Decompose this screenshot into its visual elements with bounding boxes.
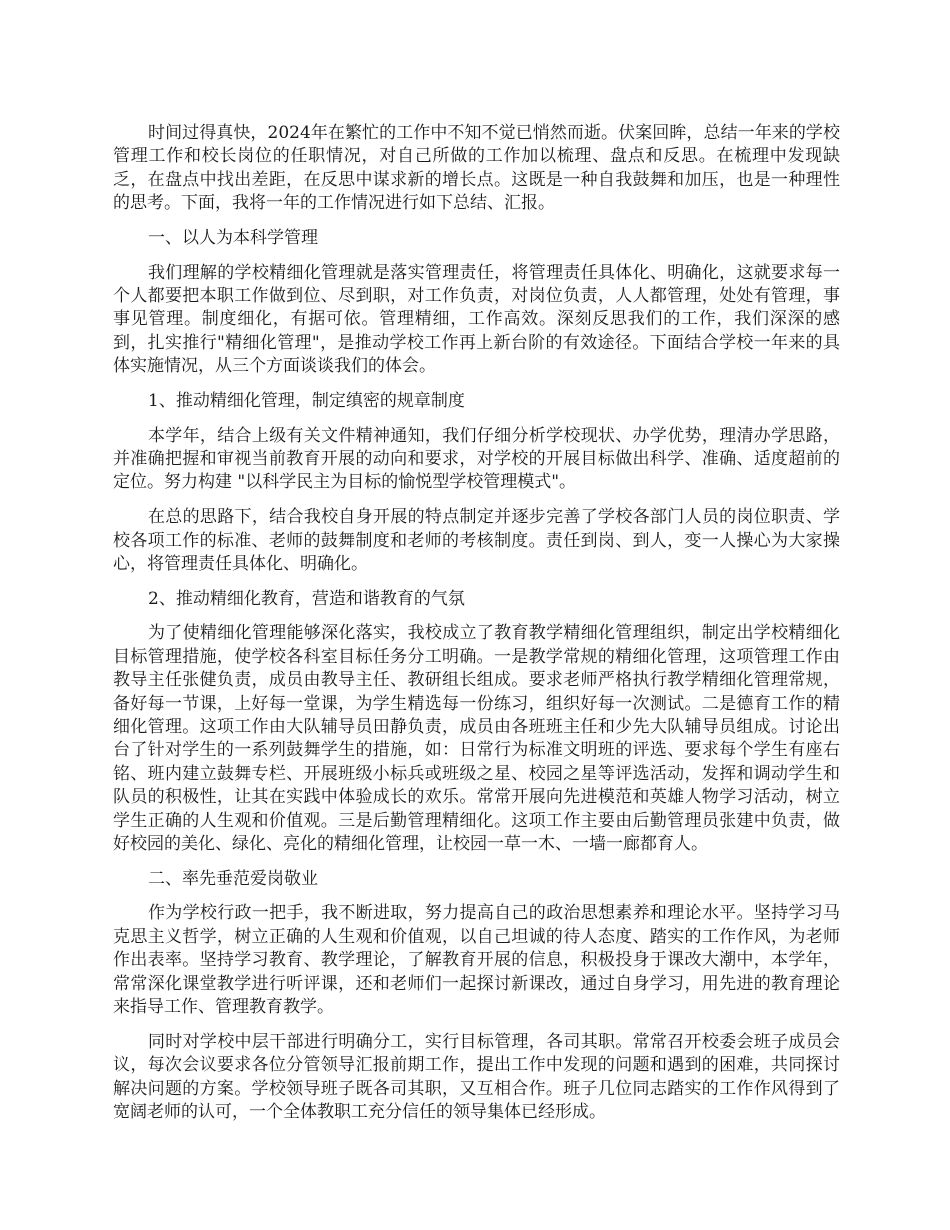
- paragraph-refined-management: 我们理解的学校精细化管理就是落实管理责任，将管理责任具体化、明确化，这就要求每一个人都要把本职工作做到位、尽到职，对工作负责，对岗位负责，人人都管理，处处有管理，事事见管理。制度细化，有据可依。管理精细，工作高效。深刻反思我们的工作，我们深深的感到，扎实推行"精细化管理"，是推动学校工作再上新台阶的有效途径。下面结合学校一年来的具体实施情况，从三个方面谈谈我们的体会。: [113, 262, 840, 377]
- intro-paragraph: 时间过得真快，2024年在繁忙的工作中不知不觉已悄然而逝。伏案回眸，总结一年来的学校管理工作和校长岗位的任职情况，对自己所做的工作加以梳理、盘点和反思。在梳理中发现缺乏，在盘点中找出差距，在反思中谋求新的增长点。这既是一种自我鼓舞和加压，也是一种理性的思考。下面，我将一年的工作情况进行如下总结、汇报。: [113, 123, 840, 214]
- paragraph-general-approach: 在总的思路下，结合我校自身开展的特点制定并逐步完善了学校各部门人员的岗位职责、学校各项工作的标准、老师的鼓舞制度和老师的考核制度。责任到岗、到人，变一人操心为大家操心，将管理责任具体化、明确化。: [113, 507, 840, 574]
- paragraph-leadership: 作为学校行政一把手，我不断进取，努力提高自己的政治思想素养和理论水平。坚持学习马克思主义哲学，树立正确的人生观和价值观，以自己坦诚的待人态度、踏实的工作作风，为老师作出表率。坚持学习教育、教学理论，了解教育开展的信息，积极投身于课改大潮中，本学年，常常深化课堂教学进行听评课，还和老师们一起探讨新课改，通过自身学习，用先进的教育理论来指导工作、管理教育教学。: [113, 903, 840, 1018]
- section-heading-1: 一、以人为本科学管理: [148, 227, 318, 248]
- paragraph-refined-education: 为了使精细化管理能够深化落实，我校成立了教育教学精细化管理组织，制定出学校精细化目标管理措施，使学校各科室目标任务分工明确。一是教学常规的精细化管理，这项管理工作由教导主任张健负责，成员由教导主任、教研组长组成。要求老师严格执行教学精细化管理常规，备好每一节课，上好每一堂课，为学生精选每一份练习，组织好每一次测试。二是德育工作的精细化管理。这项工作由大队辅导员田静负责，成员由各班班主任和少先大队辅导员组成。讨论出台了针对学生的一系列鼓舞学生的措施，如：日常行为标准文明班的评选、要求每个学生有座右铭、班内建立鼓舞专栏、开展班级小标兵或班级之星、校园之星等评选活动，发挥和调动学生和队员的积极性，让其在实践中体验成长的欢乐。常常开展向先进模范和英雄人物学习活动，树立学生正确的人生观和价值观。三是后勤管理精细化。这项工作主要由后勤管理员张建中负责，做好校园的美化、绿化、亮化的精细化管理，让校园一草一木、一墙一廊都育人。: [113, 623, 840, 855]
- paragraph-team-management: 同时对学校中层干部进行明确分工，实行目标管理，各司其职。常常召开校委会班子成员会议，每次会议要求各位分管领导汇报前期工作，提出工作中发现的问题和遇到的困难，共同探讨解决问题的方案。学校领导班子既各司其职，又互相合作。班子几位同志踏实的工作作风得到了宽阔老师的认可，一个全体教职工充分信任的领导集体已经形成。: [113, 1031, 840, 1122]
- document-body: [113, 122, 840, 1136]
- paragraph-school-year: 本学年，结合上级有关文件精神通知，我们仔细分析学校现状、办学优势，理清办学思路，并准确把握和审视当前教育开展的动向和要求，对学校的开展目标做出科学、准确、适度超前的定位。努力构建 "以科学民主为目标的愉悦型学校管理模式"。: [113, 425, 840, 493]
- subsection-heading-2: 2、推动精细化教育，营造和谐教育的气氛: [148, 588, 465, 609]
- subsection-heading-1: 1、推动精细化管理，制定缜密的规章制度: [148, 390, 465, 411]
- section-heading-2: 二、率先垂范爱岗敬业: [148, 868, 318, 889]
